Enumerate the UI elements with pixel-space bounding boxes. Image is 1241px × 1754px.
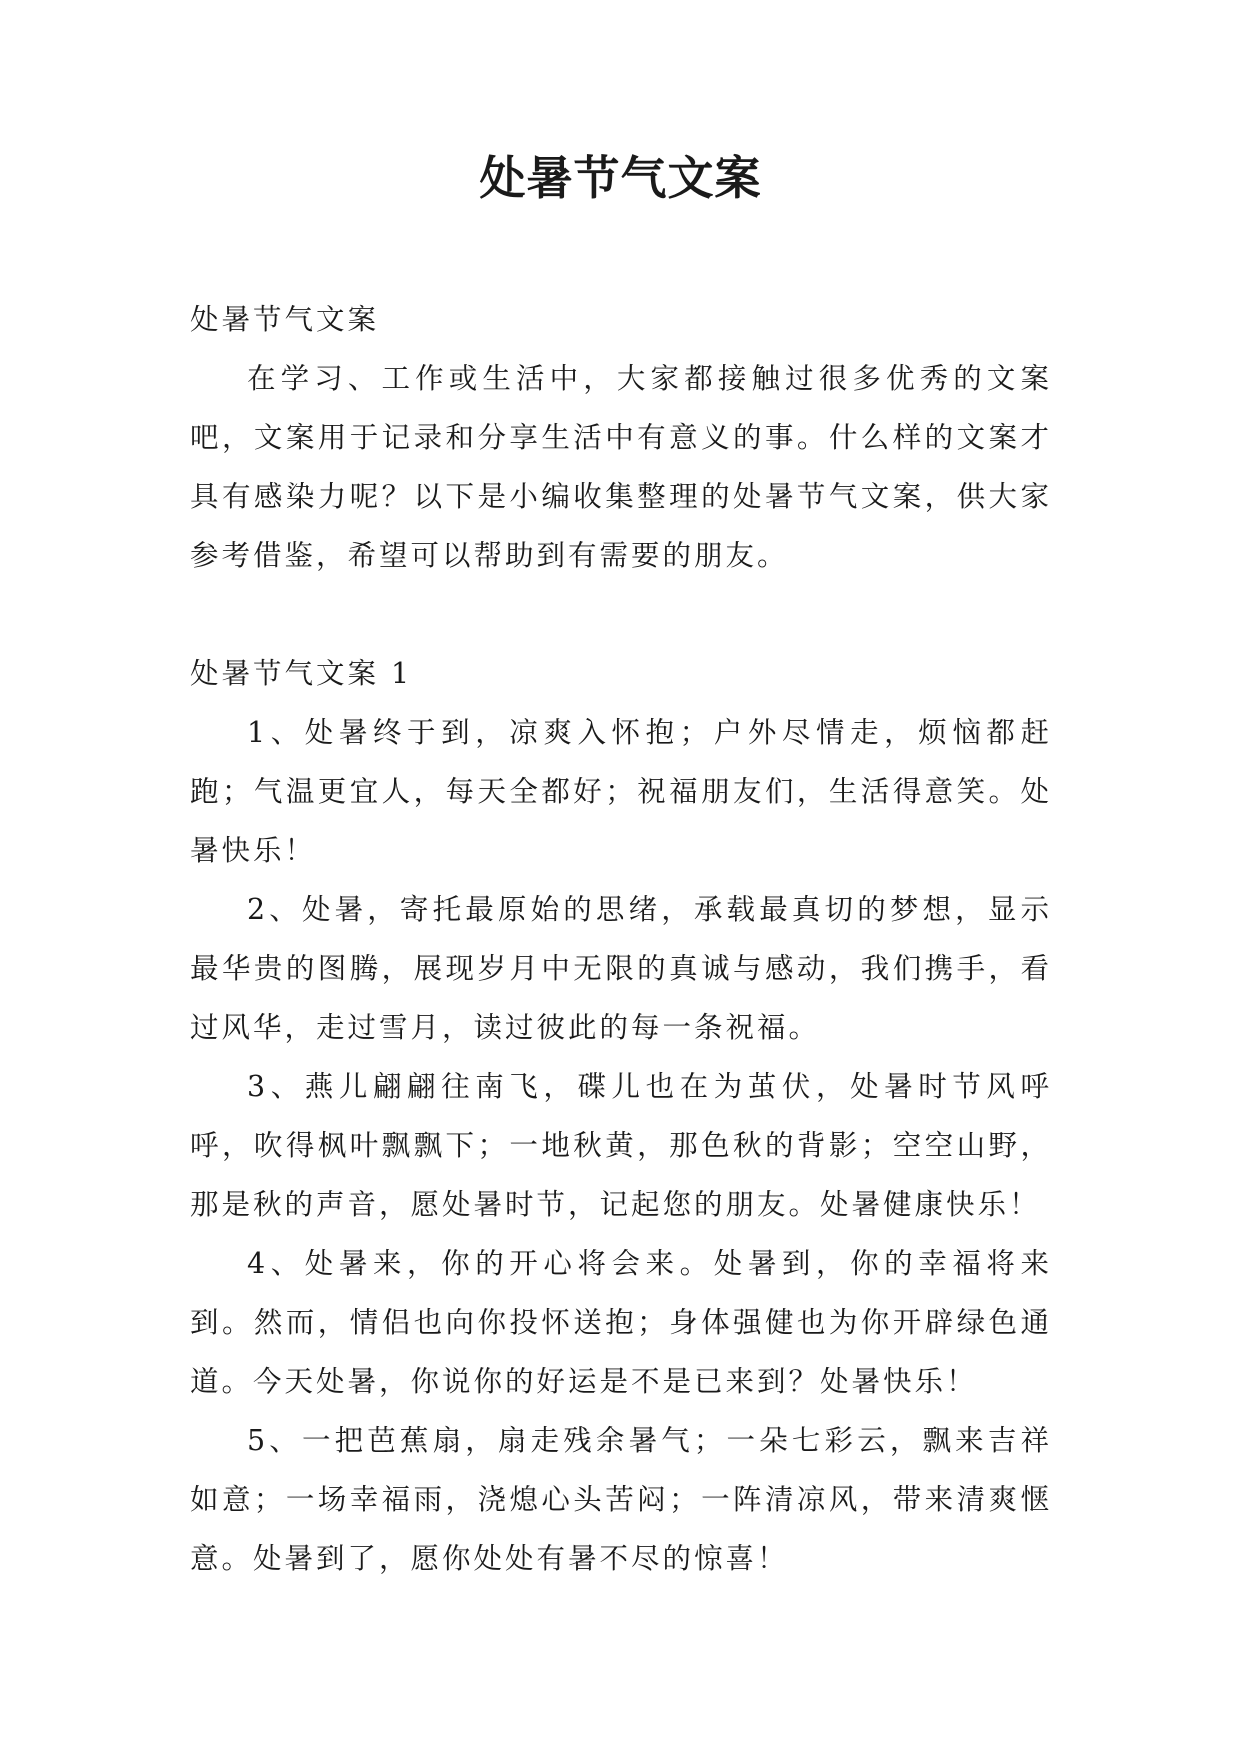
list-item: 1、处暑终于到，凉爽入怀抱；户外尽情走，烦恼都赶跑；气温更宜人，每天全都好；祝福朋友们，生活得意笑。处暑快乐！ [190, 716, 1052, 867]
section-heading: 处暑节气文案 1 [190, 657, 413, 690]
list-item: 4、处暑来，你的开心将会来。处暑到，你的幸福将来到。然而，情侣也向你投怀送抱；身体强健也为你开辟绿色通道。今天处暑，你说你的好运是不是已来到？处暑快乐！ [190, 1247, 1052, 1398]
page-title: 处暑节气文案 [479, 151, 762, 205]
list-item: 3、燕儿翩翩往南飞，碟儿也在为茧伏，处暑时节风呼呼，吹得枫叶飘飘下；一地秋黄，那色秋的背影；空空山野，那是秋的声音，愿处暑时节，记起您的朋友。处暑健康快乐！ [190, 1070, 1052, 1221]
document-body [190, 290, 1052, 1588]
list-item: 2、处暑，寄托最原始的思绪，承载最真切的梦想，显示最华贵的图腾，展现岁月中无限的真诚与感动，我们携手，看过风华，走过雪月，读过彼此的每一条祝福。 [190, 893, 1052, 1044]
intro-paragraph: 在学习、工作或生活中，大家都接触过很多优秀的文案吧，文案用于记录和分享生活中有意义的事。什么样的文案才具有感染力呢？以下是小编收集整理的处暑节气文案，供大家参考借鉴，希望可以帮助到有需要的朋友。 [190, 362, 1052, 572]
list-item: 5、一把芭蕉扇，扇走残余暑气；一朵七彩云，飘来吉祥如意；一场幸福雨，浇熄心头苦闷；一阵清凉风，带来清爽惬意。处暑到了，愿你处处有暑不尽的惊喜！ [190, 1424, 1052, 1575]
document-subtitle: 处暑节气文案 [190, 303, 380, 336]
section-spacer [190, 585, 1052, 644]
